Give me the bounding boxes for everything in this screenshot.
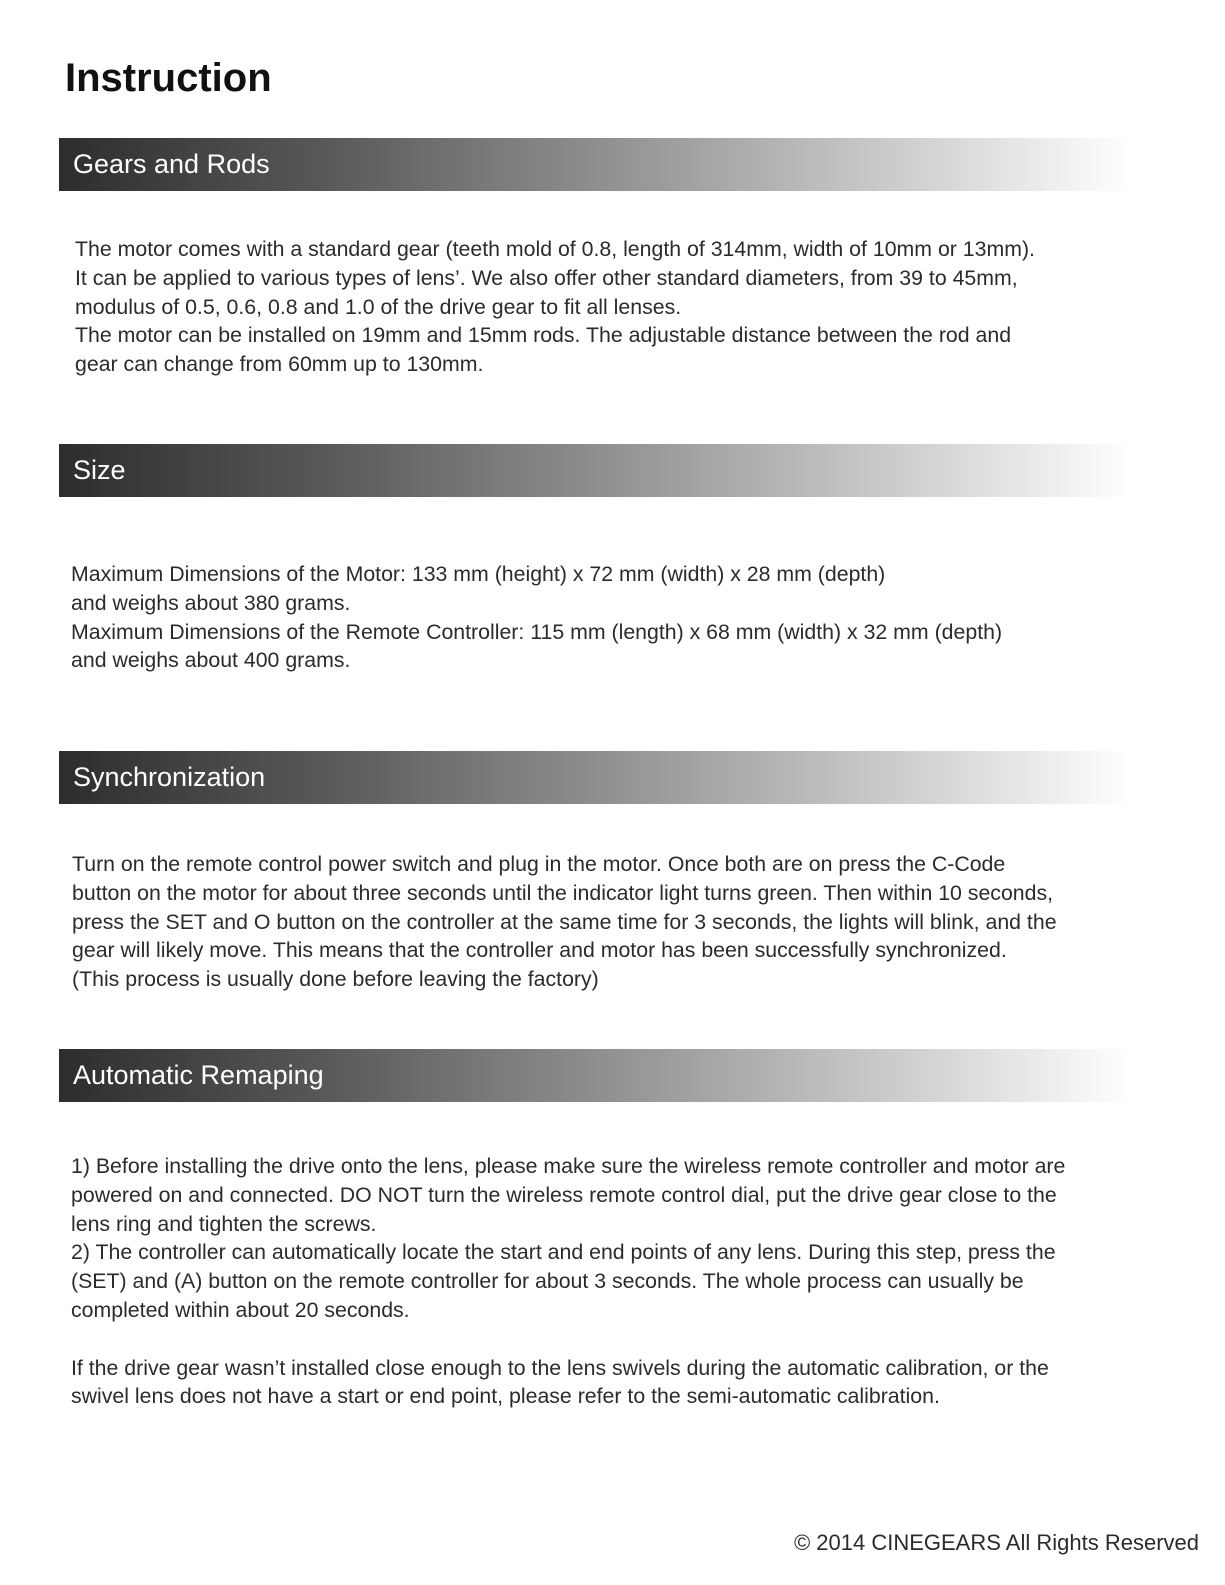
paragraph-spacer — [71, 1325, 1065, 1354]
section-heading: Gears and Rods — [73, 149, 270, 179]
paragraph-line: gear can change from 60mm up to 130mm. — [75, 352, 484, 377]
section-heading: Size — [73, 455, 126, 485]
page-title: Instruction — [65, 56, 272, 100]
paragraph-line: The motor can be installed on 19mm and 15mm rods. The adjustable distance between the rod and — [75, 323, 1012, 348]
paragraph-line: press the SET and O button on the controller at the same time for 3 seconds, the lights will blink, and the — [72, 909, 1057, 934]
section-body-automatic-remaping — [71, 1152, 1065, 1411]
section-heading: Synchronization — [73, 762, 266, 792]
section-body-synchronization — [72, 850, 1057, 994]
paragraph-line: If the drive gear wasn’t installed close enough to the lens swivels during the automatic calibration, or the — [71, 1355, 1049, 1380]
paragraph-line: (This process is usually done before leaving the factory) — [72, 967, 599, 992]
paragraph-line: (SET) and (A) button on the remote controller for about 3 seconds. The whole process can usually be — [71, 1269, 1024, 1294]
paragraph-line: Maximum Dimensions of the Motor: 133 mm (height) x 72 mm (width) x 28 mm (depth) — [71, 562, 886, 586]
paragraph-line: Turn on the remote control power switch and plug in the motor. Once both are on press the C-Code — [72, 852, 1006, 876]
section-heading: Automatic Remaping — [73, 1060, 324, 1090]
section-header-gears-and-rods — [59, 138, 1131, 191]
section-header-size — [59, 444, 1131, 497]
paragraph-line: 1) Before installing the drive onto the lens, please make sure the wireless remote controller and motor are — [71, 1154, 1066, 1178]
section-header-synchronization — [59, 751, 1131, 804]
section-body-size — [71, 560, 1002, 675]
paragraph-line: modulus of 0.5, 0.6, 0.8 and 1.0 of the drive gear to fit all lenses. — [75, 294, 682, 319]
paragraph-line: gear will likely move. This means that the controller and motor has been successfully synchronized. — [72, 938, 1007, 963]
section-body-gears-and-rods — [75, 235, 1035, 379]
paragraph-line: The motor comes with a standard gear (teeth mold of 0.8, length of 314mm, width of 10mm or 13mm). — [75, 237, 1035, 261]
paragraph-line: and weighs about 400 grams. — [71, 648, 351, 673]
paragraph-line: It can be applied to various types of lens’. We also offer other standard diameters, from 39 to 45mm, — [75, 265, 1018, 290]
paragraph-line: button on the motor for about three seconds until the indicator light turns green. Then within 10 seconds, — [72, 880, 1054, 905]
section-header-automatic-remaping — [59, 1049, 1131, 1102]
paragraph-line: completed within about 20 seconds. — [71, 1297, 410, 1322]
paragraph-line: powered on and connected. DO NOT turn the wireless remote control dial, put the drive gear close to the — [71, 1182, 1057, 1207]
paragraph-line: lens ring and tighten the screws. — [71, 1211, 377, 1236]
copyright-footer: © 2014 CINEGEARS All Rights Reserved — [793, 1530, 1199, 1555]
paragraph-line: and weighs about 380 grams. — [71, 590, 351, 615]
paragraph-line: Maximum Dimensions of the Remote Controller: 115 mm (length) x 68 mm (width) x 32 mm (depth) — [71, 619, 1003, 644]
paragraph-line: swivel lens does not have a start or end point, please refer to the semi-automatic calibration. — [71, 1384, 940, 1409]
paragraph-line: 2) The controller can automatically locate the start and end points of any lens. During this step, press the — [71, 1240, 1056, 1265]
